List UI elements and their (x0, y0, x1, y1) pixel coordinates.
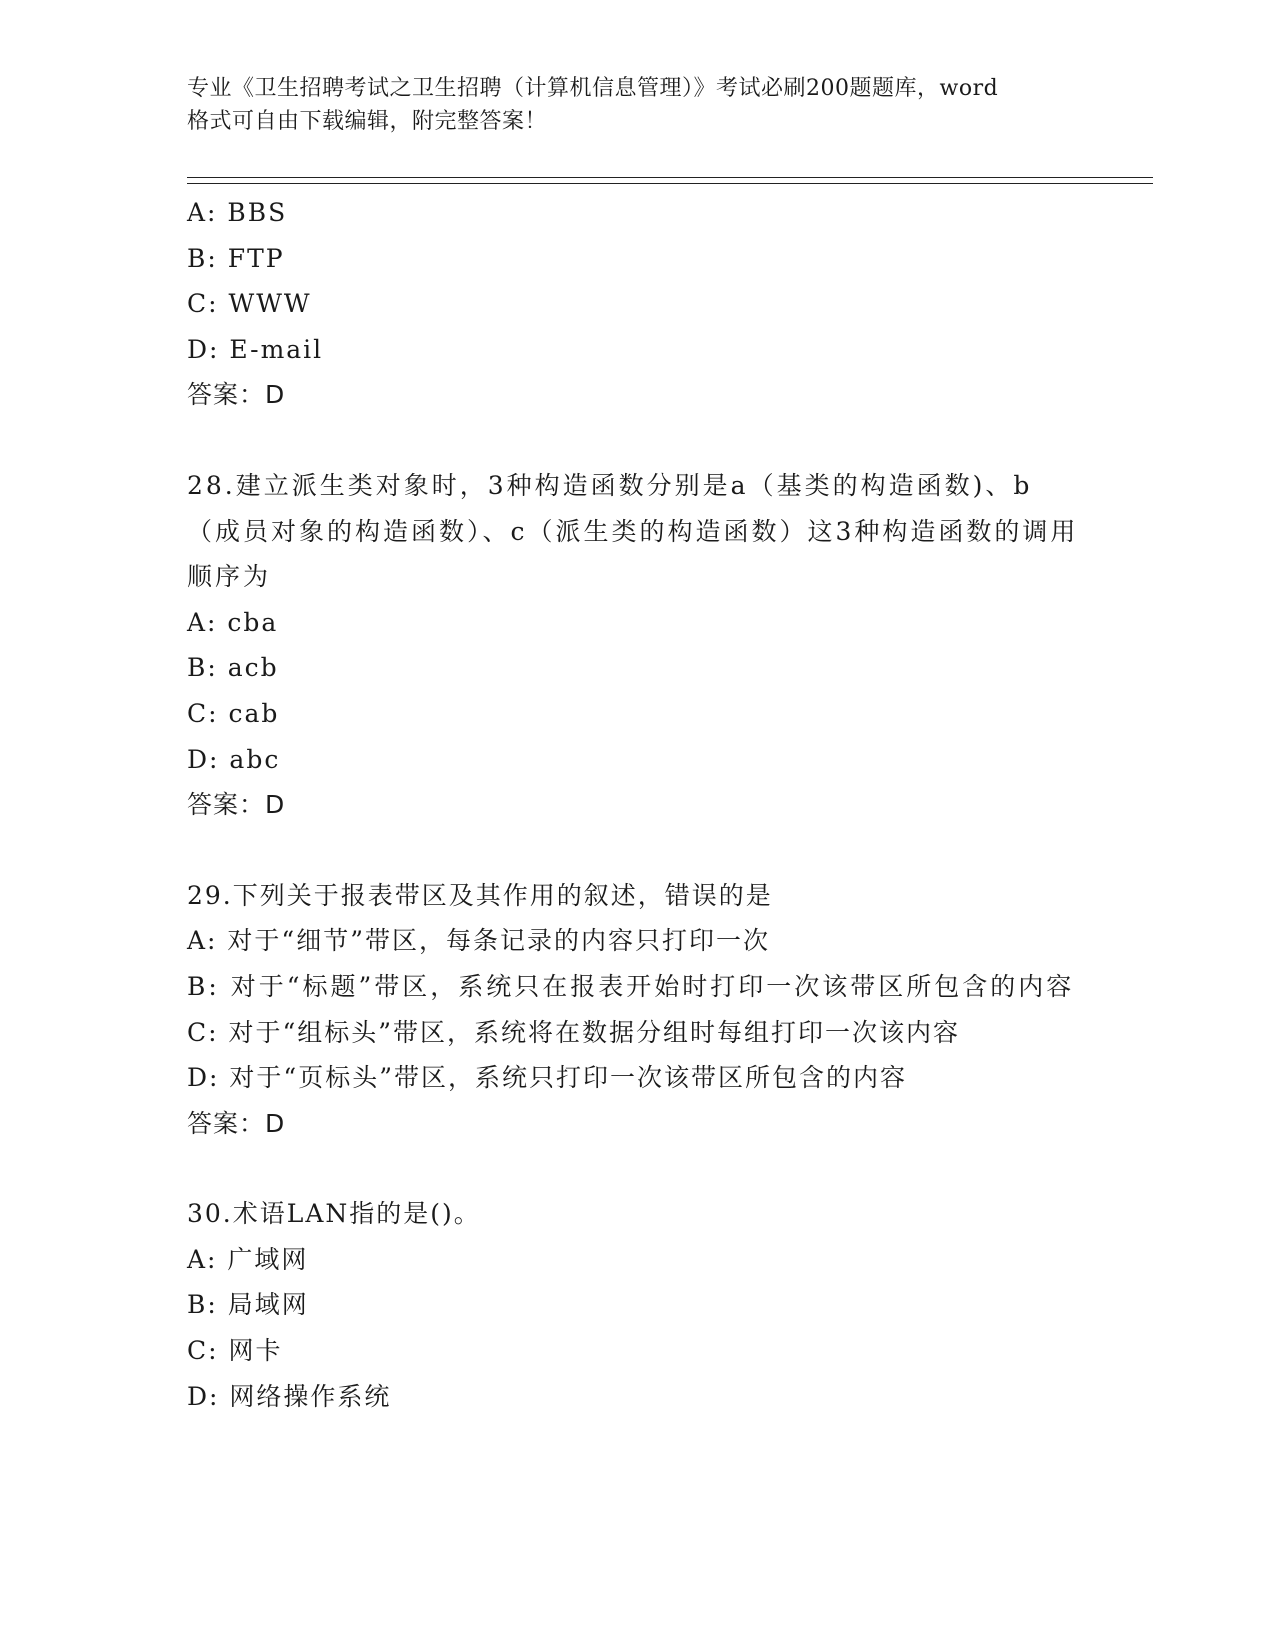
option-c: C: cab (187, 698, 280, 728)
question-stem: 28.建立派生类对象时，3种构造函数分别是a（基类的构造函数)、b（成员对象的构造函数）、c（派生类的构造函数）这3种构造函数的调用顺序为 (187, 470, 1079, 592)
option-b: B: 对于“标题”带区，系统只在报表开始时打印一次该带区所包含的内容 (187, 971, 1075, 1001)
answer-label: 答案：D (187, 790, 286, 820)
question-gap (187, 418, 1087, 463)
option-b: B: acb (187, 653, 279, 683)
question-28 (187, 463, 1087, 828)
option-a: A: 广域网 (187, 1244, 309, 1274)
option-b: B: FTP (187, 243, 285, 273)
question-list (187, 190, 1087, 1419)
option-a: A: 对于“细节”带区，每条记录的内容只打印一次 (187, 926, 770, 956)
question-gap (187, 828, 1087, 873)
option-d: D: 网络操作系统 (187, 1381, 392, 1411)
question-27 (187, 190, 1087, 418)
question-30 (187, 1191, 1087, 1419)
option-d: D: 对于“页标头”带区，系统只打印一次该带区所包含的内容 (187, 1063, 907, 1093)
question-stem: 30.术语LAN指的是()。 (187, 1199, 481, 1229)
header-line-1: 专业《卫生招聘考试之卫生招聘（计算机信息管理）》考试必刷200题题库，word (187, 76, 999, 101)
option-d: D: abc (187, 744, 281, 774)
option-a: A: cba (187, 607, 279, 637)
option-d: D: E-mail (187, 334, 324, 364)
option-c: C: WWW (187, 289, 312, 319)
header-line-2: 格式可自由下载编辑，附完整答案！ (187, 109, 548, 134)
answer-label: 答案：D (187, 1108, 286, 1138)
header-divider (187, 177, 1153, 184)
answer-label: 答案：D (187, 380, 286, 410)
question-stem: 29.下列关于报表带区及其作用的叙述，错误的是 (187, 880, 773, 910)
question-29 (187, 873, 1087, 1147)
option-c: C: 对于“组标头”带区，系统将在数据分组时每组打印一次该内容 (187, 1017, 961, 1047)
question-gap (187, 1146, 1087, 1191)
document-header (187, 72, 1087, 138)
option-c: C: 网卡 (187, 1336, 283, 1366)
option-a: A: BBS (187, 198, 288, 227)
option-b: B: 局域网 (187, 1290, 309, 1320)
